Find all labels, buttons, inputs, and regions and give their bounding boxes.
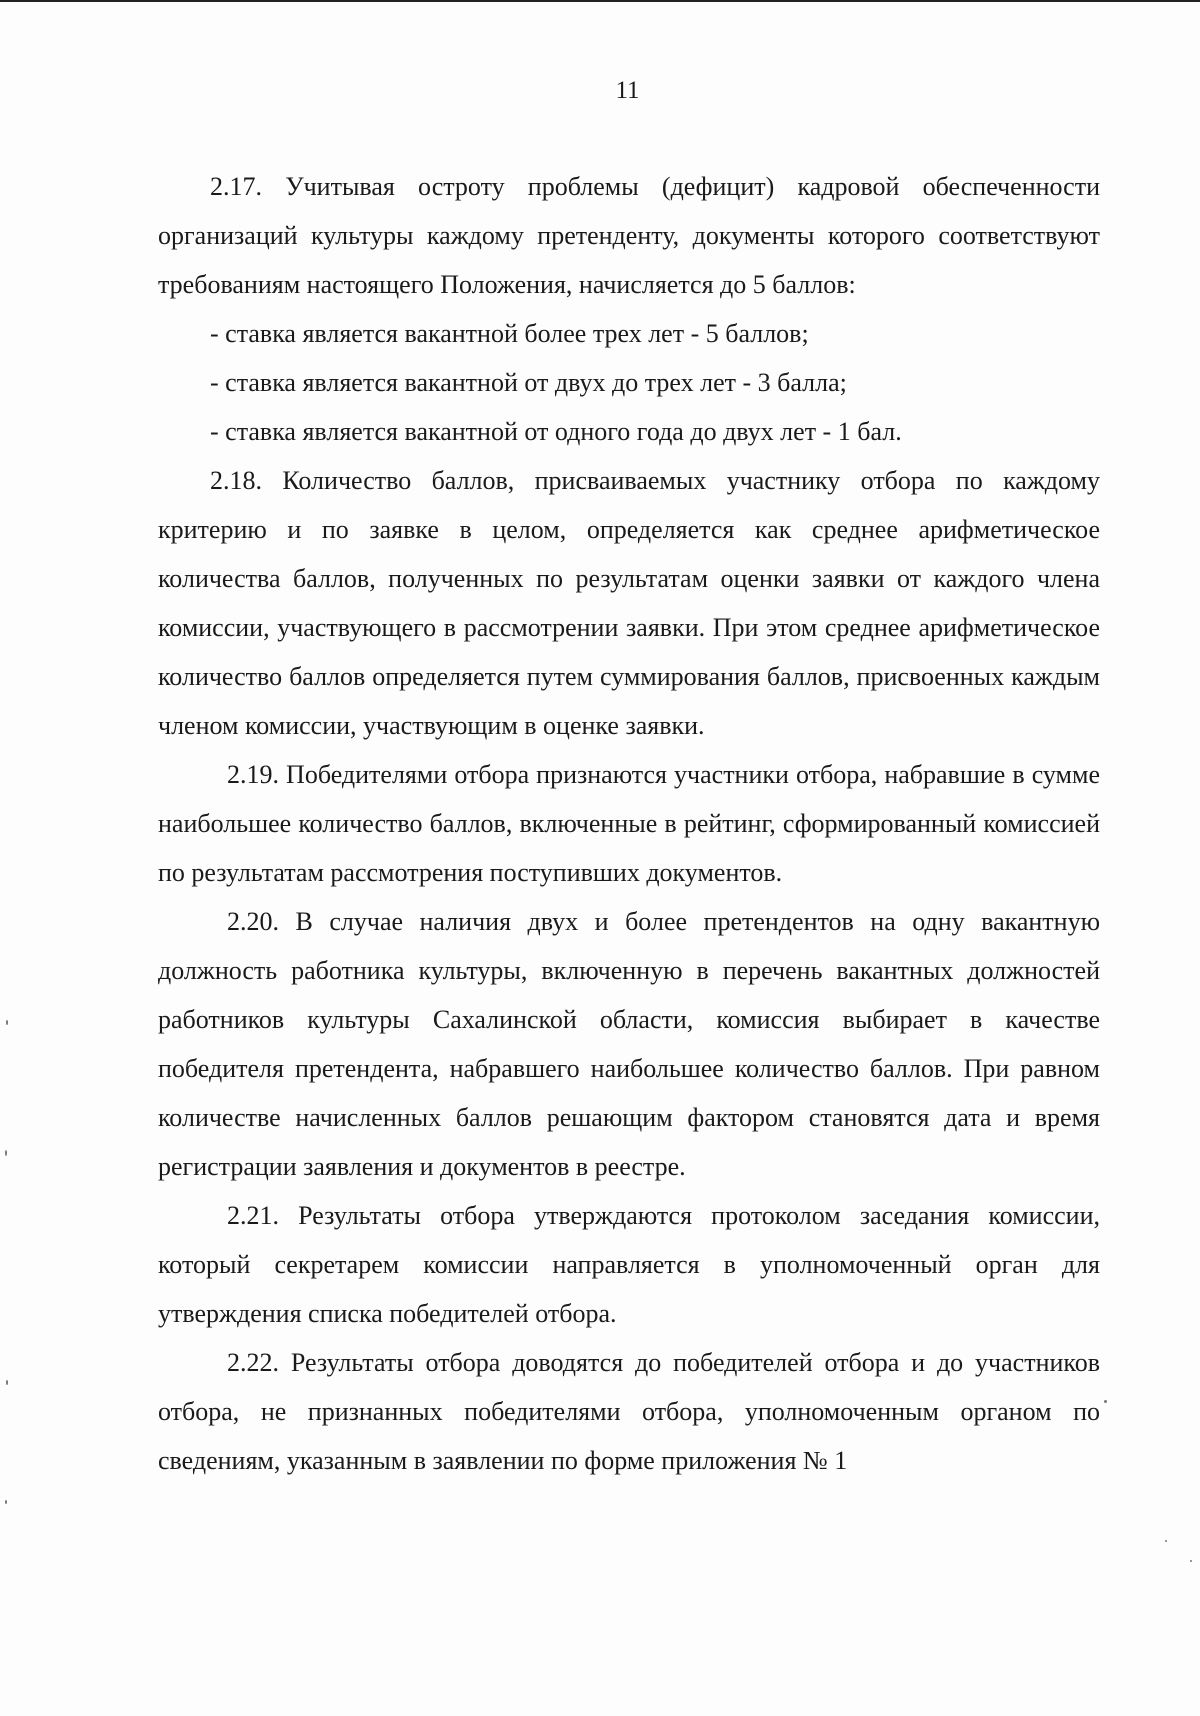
paragraph-2-19: 2.19. Победителями отбора признаются участники отбора, набравшие в сумме наибольшее количество баллов, включенные в рейтинг, сформированный комиссией по результатам рассмотрения поступивших документов.: [158, 760, 1100, 887]
list-item-1-point: - ставка является вакантной от одного года до двух лет - 1 бал.: [210, 417, 902, 446]
scan-speck: [6, 1380, 8, 1385]
paragraph-2-21: 2.21. Результаты отбора утверждаются протоколом заседания комиссии, который секретарем комиссии направляется в уполномоченный орган для утверждения списка победителей отбора.: [158, 1201, 1100, 1328]
paragraph-2-20: 2.20. В случае наличия двух и более претендентов на одну вакантную должность работника культуры, включенную в перечень вакантных должностей работников культуры Сахалинской области, комиссия выбирает в качестве победителя претендента, набравшего наибольшее количество баллов. При равном количестве начисленных баллов решающим фактором становятся дата и время регистрации заявления и документов в реестре.: [158, 907, 1100, 1181]
paragraph-2-22: 2.22. Результаты отбора доводятся до победителей отбора и до участников отбора, не признанных победителями отбора, уполномоченным органом по сведениям, указанным в заявлении по форме приложения № 1: [158, 1348, 1100, 1475]
scan-speck: [1165, 1540, 1167, 1542]
page-number: 11: [615, 77, 640, 104]
paragraph-2-18: 2.18. Количество баллов, присваиваемых участнику отбора по каждому критерию и по заявке в целом, определяется как среднее арифметическое количества баллов, полученных по результатам оценки заявки от каждого члена комиссии, участвующего в рассмотрении заявки. При этом среднее арифметическое количество баллов определяется путем суммирования баллов, присвоенных каждым членом комиссии, участвующим в оценке заявки.: [158, 466, 1100, 740]
top-edge-rule: [0, 0, 1200, 2]
list-item-3-points: - ставка является вакантной от двух до трех лет - 3 балла;: [210, 368, 847, 397]
scan-speck: [5, 1150, 7, 1156]
list-item-5-points: - ставка является вакантной более трех лет - 5 баллов;: [210, 319, 809, 348]
scan-speck: [6, 1020, 8, 1025]
document-body: [158, 162, 1100, 1485]
scan-speck: [5, 1500, 7, 1504]
paragraph-2-17: 2.17. Учитывая остроту проблемы (дефицит) кадровой обеспеченности организаций культуры каждому претенденту, документы которого соответствуют требованиям настоящего Положения, начисляется до 5 баллов:: [158, 172, 1100, 299]
scan-speck: [1190, 1560, 1192, 1562]
scan-speck: [1104, 1400, 1107, 1403]
